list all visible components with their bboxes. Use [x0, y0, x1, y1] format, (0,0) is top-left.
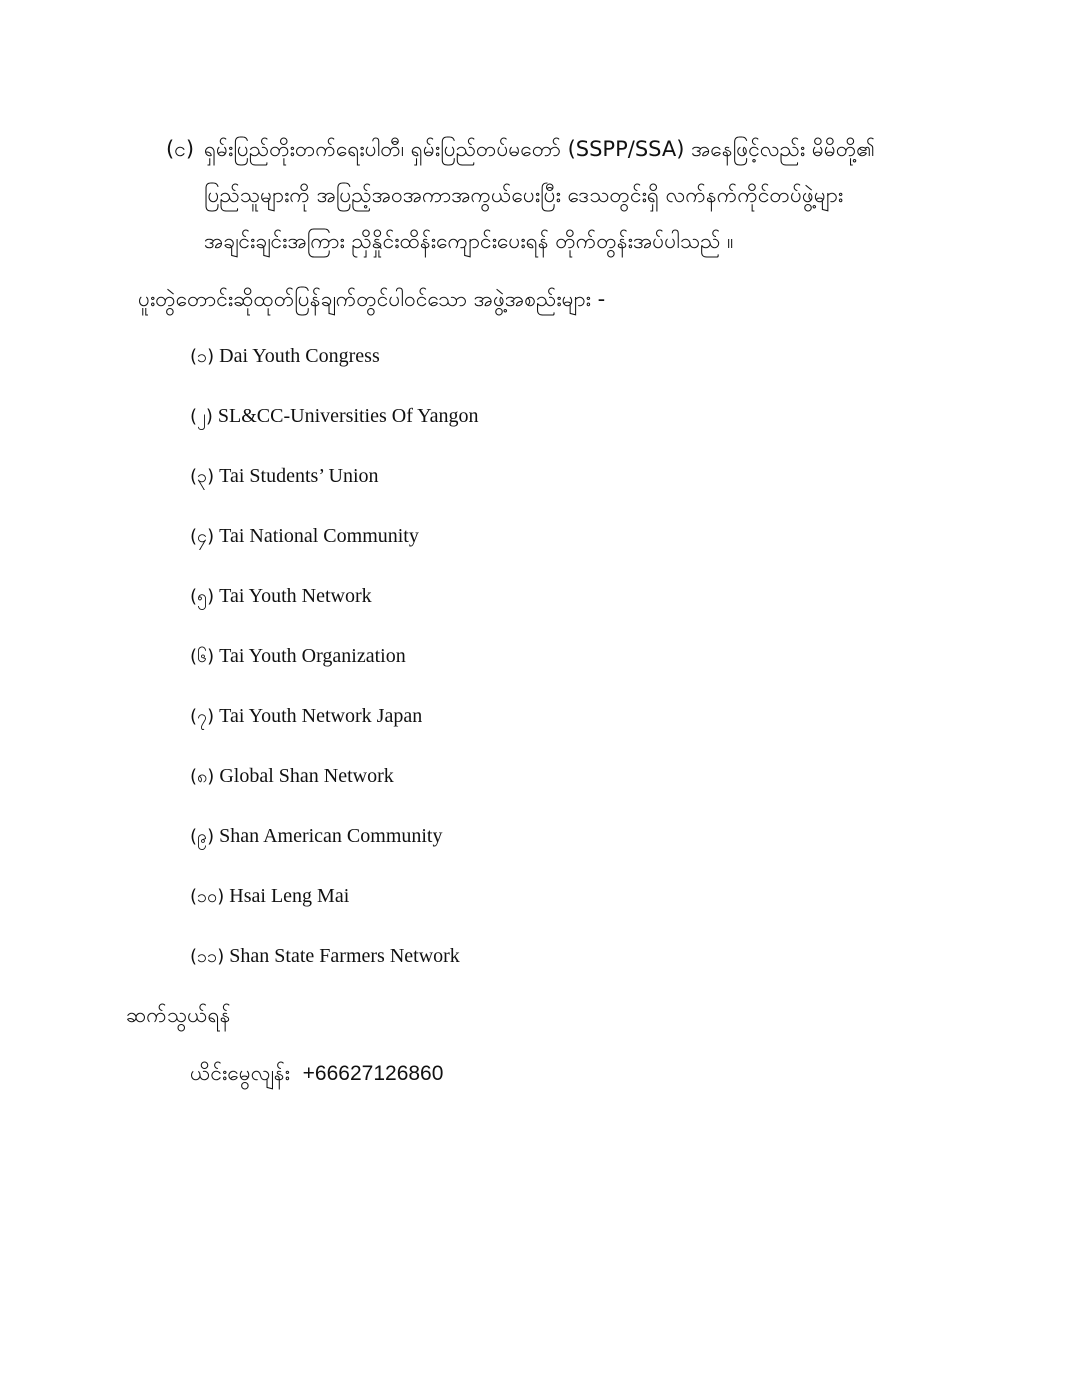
list-item-number: (၄): [190, 526, 215, 547]
list-item-number: (၆): [190, 646, 215, 667]
list-item: [190, 760, 478, 820]
list-item-number: (၉): [190, 826, 215, 847]
list-item-number: (၁၀): [190, 886, 225, 907]
organization-name: Shan American Community: [219, 825, 443, 847]
organization-name: SL&CC-Universities Of Yangon: [217, 405, 479, 427]
list-item-number: (၁): [190, 346, 215, 367]
list-item-number: (၃): [190, 466, 215, 487]
paragraph-c-line-1-text: ရှမ်းပြည်တိုးတက်ရေးပါတီ၊ ရှမ်းပြည်တပ်မတော် (SSPP/SSA) အနေဖြင့်လည်း မိမိတို့၏: [204, 137, 875, 161]
organization-name: Shan State Farmers Network: [229, 945, 460, 967]
list-item: [190, 400, 478, 460]
list-item: [190, 940, 478, 1000]
paragraph-c: [166, 126, 966, 264]
organization-name: Tai Youth Organization: [219, 645, 406, 667]
organization-list: [190, 340, 478, 1000]
list-item: [190, 340, 478, 400]
list-item: [190, 820, 478, 880]
paragraph-c-line-3: အချင်းချင်းအကြား ညှိနှိုင်းထိန်းကျောင်းပေးရန် တိုက်တွန်းအပ်ပါသည် ။: [204, 229, 734, 253]
organization-name: Global Shan Network: [219, 765, 394, 787]
list-item-number: (၅): [190, 586, 215, 607]
list-item: [190, 580, 478, 640]
list-item: [190, 640, 478, 700]
paragraph-c-line-1: [166, 126, 966, 172]
list-item: [190, 880, 478, 940]
organization-name: Tai Youth Network Japan: [219, 705, 423, 727]
list-item-number: (၈): [190, 766, 215, 787]
list-item-number: (၇): [190, 706, 215, 727]
list-item: [190, 460, 478, 520]
organization-name: Hsai Leng Mai: [229, 885, 350, 907]
contact-line: [190, 1056, 443, 1091]
organization-name: Tai Youth Network: [219, 585, 372, 607]
organization-name: Dai Youth Congress: [219, 345, 380, 367]
paragraph-c-line-2: ပြည်သူများကို အပြည့်အဝအကာအကွယ်ပေးပြီး ဒေသတွင်းရှိ လက်နက်ကိုင်တပ်ဖွဲ့များ: [204, 183, 844, 207]
organization-name: Tai National Community: [219, 525, 419, 547]
contact-phone: +66627126860: [302, 1062, 444, 1085]
organization-name: Tai Students’ Union: [219, 465, 379, 487]
contact-heading: ဆက်သွယ်ရန်: [126, 1003, 231, 1027]
list-item-number: (၁၁): [190, 946, 225, 967]
list-item: [190, 700, 478, 760]
signatories-heading: ပူးတွဲတောင်းဆိုထုတ်ပြန်ချက်တွင်ပါဝင်သော အဖွဲ့အစည်းများ -: [138, 287, 606, 311]
contact-name: ယိင်းမွေလျန်း: [190, 1061, 290, 1085]
list-item-number: (၂): [190, 406, 213, 427]
paragraph-c-marker: (င): [166, 137, 195, 161]
list-item: [190, 520, 478, 580]
